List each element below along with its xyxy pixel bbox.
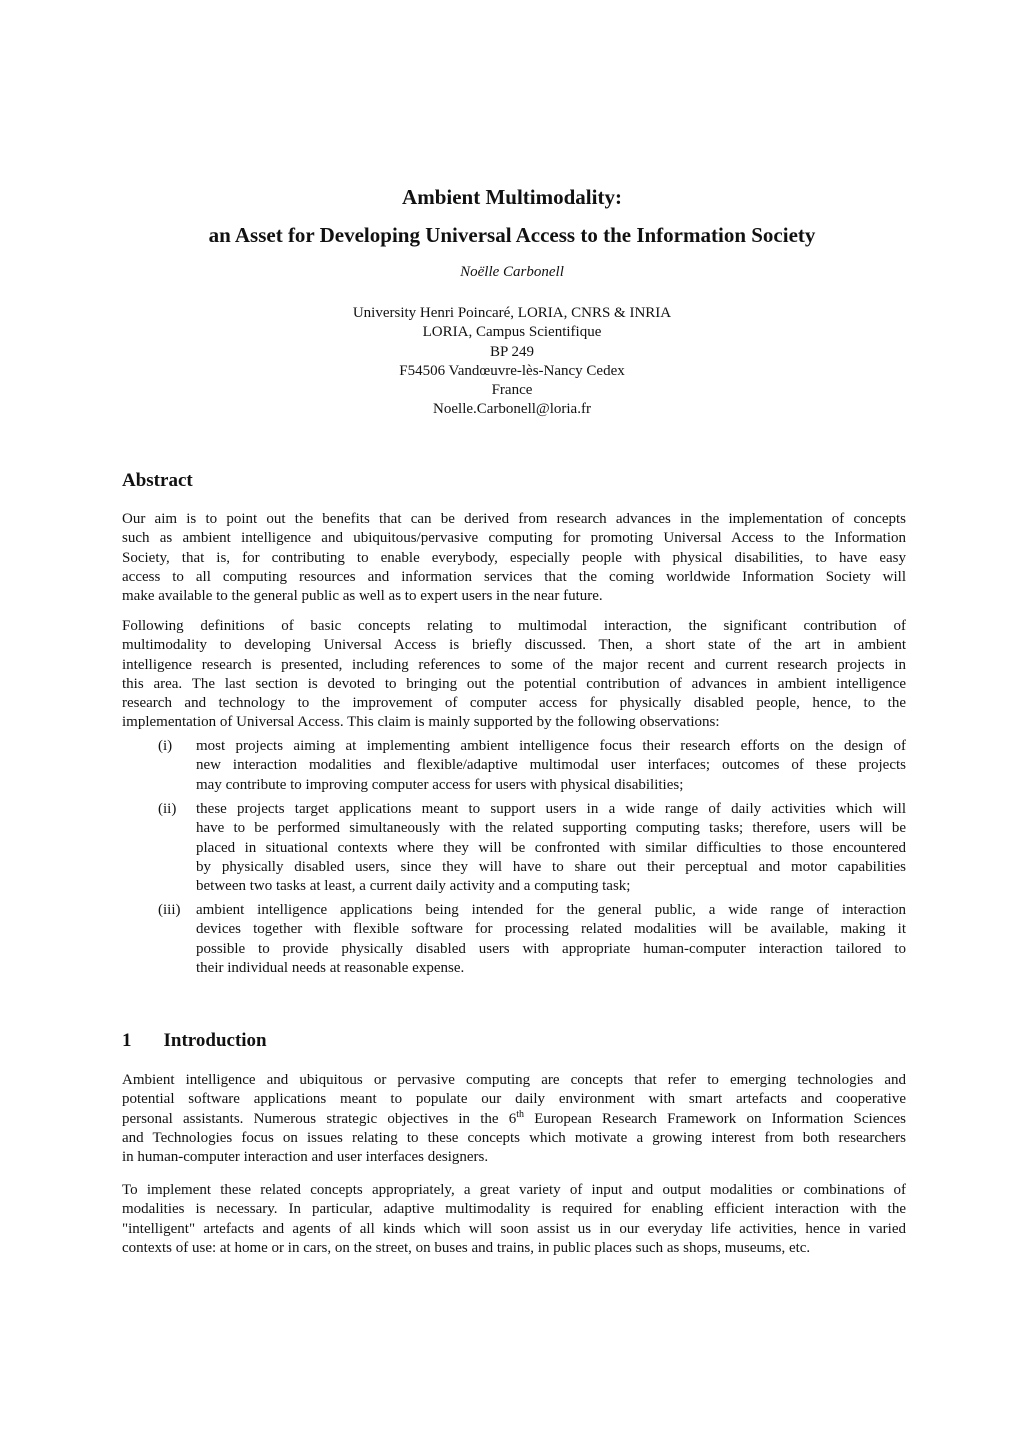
- text-line: most projects aiming at implementing ambient intelligence focus their research efforts on the design of: [196, 738, 906, 754]
- text-segment: European Research Framework on Information Sciences: [524, 1110, 907, 1127]
- text-line: Society, that is, for contributing to enable everybody, especially people with physical disabilities, to have easy: [122, 549, 906, 566]
- text-line: ambient intelligence applications being intended for the general public, a wide range of interaction: [196, 902, 906, 918]
- text-line: implementation of Universal Access. This claim is mainly supported by the following observations:: [122, 714, 720, 731]
- abstract-paragraph-2: [122, 617, 906, 733]
- list-item-label: (i): [158, 738, 173, 754]
- text-line: placed in situational contexts where they will be confronted with similar difficulties to those encountered: [196, 839, 906, 856]
- abstract-heading: Abstract: [122, 470, 193, 491]
- list-item-label: (ii): [158, 801, 177, 817]
- affiliation-line: University Henri Poincaré, LORIA, CNRS & INRIA: [352, 305, 672, 321]
- list-item-text: [196, 800, 906, 896]
- text-line: may contribute to improving computer access for users with physical disabilities;: [196, 776, 684, 793]
- list-item-text: [196, 901, 906, 978]
- text-line: Our aim is to point out the benefits that can be derived from research advances in the implementation of concepts: [122, 511, 906, 527]
- affiliation-line: F54506 Vandœuvre-lès-Nancy Cedex: [399, 362, 625, 379]
- text-segment: personal assistants. Numerous strategic objectives in the 6: [122, 1110, 517, 1127]
- list-item-label: (iii): [158, 902, 181, 918]
- intro-paragraph-2: [122, 1181, 906, 1258]
- text-line: To implement these related concepts appropriately, a great variety of input and output modalities or combinations of: [122, 1182, 906, 1198]
- affiliation-line: BP 249: [489, 343, 535, 360]
- text-line: their individual needs at reasonable expense.: [196, 959, 465, 976]
- text-line: intelligence research is presented, including references to some of the major recent and current research projects in: [122, 656, 906, 673]
- list-item: [158, 800, 906, 896]
- section-number: 1: [122, 1030, 132, 1051]
- list-item: [158, 737, 906, 795]
- author-email: Noelle.Carbonell@loria.fr: [433, 401, 591, 418]
- text-line: make available to the general public as well as to expert users in the near future.: [122, 588, 603, 605]
- section-title: Introduction: [163, 1030, 267, 1051]
- text-line: multimodality to developing Universal Access is briefly discussed. Then, a short state of the art in ambient: [122, 637, 906, 654]
- list-item-text: [196, 737, 906, 795]
- text-line: these projects target applications meant to support users in a wide range of daily activities which will: [196, 801, 906, 817]
- superscript: th: [516, 1108, 525, 1120]
- title-line-1: Ambient Multimodality:: [402, 185, 622, 209]
- abstract-paragraph-1: [122, 510, 906, 606]
- text-line: possible to provide physically disabled users with appropriate human-computer interaction tailored to: [196, 940, 906, 957]
- affiliation: [0, 304, 1024, 420]
- affiliation-line: LORIA, Campus Scientifique: [422, 324, 602, 341]
- text-line: modalities is necessary. In particular, adaptive multimodality is required for enabling efficient interaction with the: [122, 1201, 906, 1218]
- text-line: new interaction modalities and flexible/adaptive multimodal user interfaces; outcomes of these projects: [196, 757, 906, 774]
- text-line: "intelligent" artefacts and agents of all kinds which will soon assist us in our everyday life activities, hence in varied: [122, 1220, 906, 1237]
- text-line: this area. The last section is devoted to bringing out the potential contribution of advances in ambient intelligence: [122, 675, 906, 692]
- text-line: have to be performed simultaneously with the related supporting computing tasks; therefore, users will be: [196, 820, 906, 837]
- text-line: between two tasks at least, a current daily activity and a computing task;: [196, 878, 631, 895]
- text-line: by physically disabled users, since they will have to share out their perceptual and motor capabilities: [196, 858, 906, 875]
- text-line: devices together with flexible software for processing related modalities will be available, making it: [196, 921, 906, 938]
- title-line-2: an Asset for Developing Universal Access to the Information Society: [208, 223, 816, 247]
- author-name: Noëlle Carbonell: [460, 264, 564, 280]
- text-line: [122, 1110, 906, 1129]
- text-line: and Technologies focus on issues relating to these concepts which motivate a growing interest from both researchers: [122, 1129, 906, 1146]
- text-line: contexts of use: at home or in cars, on the street, on buses and trains, in public places such as shops, museums, etc.: [122, 1239, 811, 1256]
- text-line: Ambient intelligence and ubiquitous or pervasive computing are concepts that refer to emerging technologies and: [122, 1072, 906, 1088]
- text-line: Following definitions of basic concepts relating to multimodal interaction, the significant contribution of: [122, 618, 906, 634]
- list-item: [158, 901, 906, 978]
- section-heading-introduction: [122, 1029, 267, 1053]
- text-line: in human-computer interaction and user interfaces designers.: [122, 1149, 489, 1166]
- affiliation-line: France: [491, 382, 533, 399]
- text-line: research and technology to the improvement of computer access for physically disabled people, hence, to the: [122, 695, 906, 712]
- intro-paragraph-1: [122, 1071, 906, 1167]
- text-line: such as ambient intelligence and ubiquitous/pervasive computing for promoting Universal Access to the Information: [122, 530, 906, 547]
- text-line: access to all computing resources and information services that the coming worldwide Information Society will: [122, 568, 906, 585]
- text-line: potential software applications meant to populate our daily environment with smart artefacts and cooperative: [122, 1091, 906, 1108]
